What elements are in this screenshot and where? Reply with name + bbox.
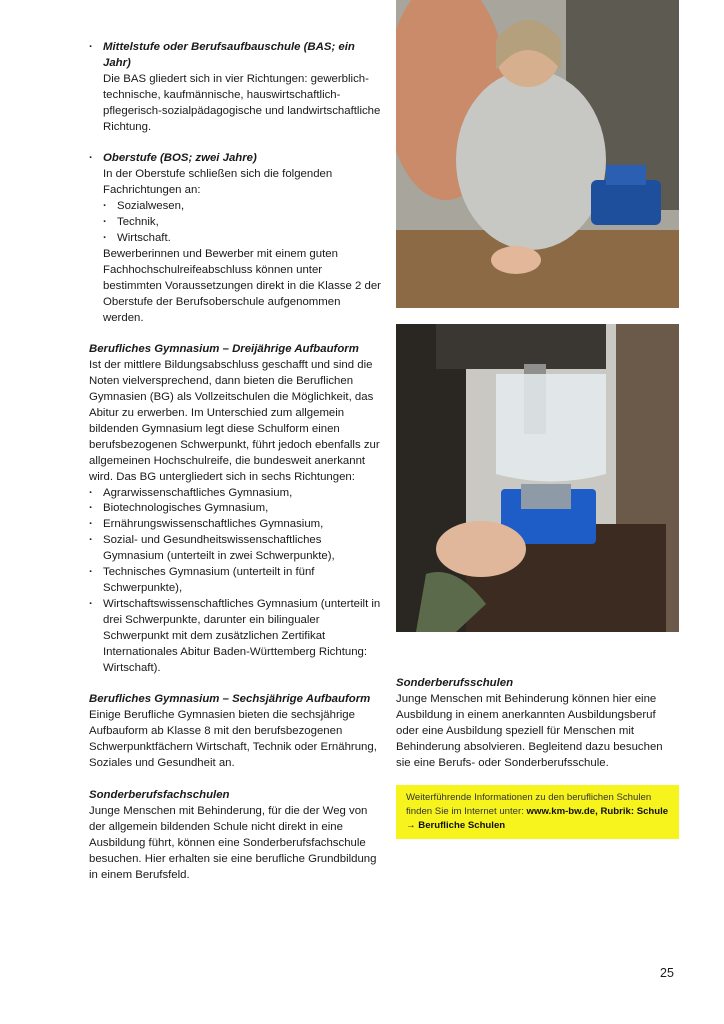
- list-item: · Sozialwesen,: [103, 199, 381, 215]
- info-link[interactable]: www.km-bw.de, Rubrik: Schule → Berufliche Schulen: [406, 806, 669, 831]
- photo-students-workshop: [396, 0, 679, 308]
- bas-heading: · Mittelstufe oder Berufsaufbauschule (BAS; ein Jahr): [103, 41, 355, 69]
- list-item: · Technik,: [103, 215, 381, 231]
- info-box: [396, 785, 679, 839]
- bg6-text: Einige Berufliche Gymnasien bieten die sechsjährige Aufbauform ab Klasse 8 mit den berufsbezogenen Schwerpunktfächern Wirtschaft, Technik oder Ernährung, Soziales und Gesundheit an.: [89, 709, 377, 770]
- list-item: · Sozial- und Gesundheitswissenschaftliches Gymnasium (unterteilt in zwei Schwerpunkte),: [89, 533, 381, 565]
- sbs-text: Junge Menschen mit Behinderung können hier eine Ausbildung in einem anerkannten Ausbildungsberuf oder eine Ausbildung speziell für Menschen mit Behinderung absolvieren. Begleitend dazu besuchen sie eine Berufs- oder Sonderberufsschule.: [396, 692, 663, 769]
- right-column: [396, 676, 679, 771]
- bos-heading: · Oberstufe (BOS; zwei Jahre): [103, 152, 257, 165]
- bg3-text: Ist der mittlere Bildungsabschluss geschafft und sind die Noten vielversprechend, dann bieten die Beruflichen Gymnasien (BG) als Vollzeitschulen die Möglichkeit, das Abitur zu erwerben. Im Unterschied zum allgemein bildenden Gymnasium legt diese Schulform einen berufsbezogenen Schwerpunkt, führt jedoch ebenfalls zur allgemeinen Hochschulreife, die bundesweit anerkannt wird. Das BG untergliedert sich in sechs Richtungen:: [89, 359, 380, 483]
- bos-intro: In der Oberstufe schließen sich die folgenden Fachrichtungen an:: [103, 168, 333, 197]
- info-text: Weiterführende Informationen zu den beruflichen Schulen finden Sie im Internet unter:: [406, 792, 652, 817]
- bos-section: [89, 151, 381, 326]
- list-item: · Biotechnologisches Gymnasium,: [89, 501, 381, 517]
- bg3-list: [89, 486, 381, 677]
- bg6-heading: Berufliches Gymnasium – Sechsjährige Aufbauform: [89, 693, 371, 706]
- list-item: · Ernährungswissenschaftliches Gymnasium,: [89, 517, 381, 533]
- list-item: · Wirtschaft.: [103, 231, 381, 247]
- bos-text: Bewerberinnen und Bewerber mit einem guten Fachhochschulreifeabschluss können unter bestimmten Voraussetzungen direkt in die Klasse 2 der Oberstufe der Berufsoberschule aufgenommen werden.: [103, 247, 381, 324]
- sbf-heading: Sonderberufsfachschulen: [89, 788, 230, 801]
- bas-section: [89, 40, 381, 135]
- list-item: · Agrarwissenschaftliches Gymnasium,: [89, 486, 381, 502]
- bas-text: Die BAS gliedert sich in vier Richtungen: gewerblich-technische, kaufmännische, hauswirtschaftlich-pflegerisch-sozialpädagogische und landwirtschaftliche Richtung.: [103, 72, 381, 133]
- sbs-heading: Sonderberufsschulen: [396, 677, 514, 689]
- photo-drill-press: [396, 324, 679, 632]
- page-number: 25: [660, 966, 674, 980]
- list-item: · Wirtschaftswissenschaftliches Gymnasium (unterteilt in drei Schwerpunkte, darunter ein bilingualer Schwerpunkt mit dem zusätzlichen Zertifikat Internationales Abitur Baden-Württemberg Richtung: Wirtschaft).: [89, 597, 381, 677]
- left-column: [89, 40, 381, 883]
- photo-illustration: [396, 324, 679, 632]
- photo-illustration: [396, 0, 679, 308]
- sbf-text: Junge Menschen mit Behinderung, für die der Weg von der allgemein bildenden Schule nicht direkt in eine Ausbildung führt, können eine Sonderberufsfachschule besuchen. Hier erhalten sie eine berufliche Grundbildung in einem Berufsfeld.: [89, 804, 377, 881]
- bg3-heading: Berufliches Gymnasium – Dreijährige Aufbauform: [89, 343, 359, 356]
- list-item: · Technisches Gymnasium (unterteilt in fünf Schwerpunkte),: [89, 565, 381, 597]
